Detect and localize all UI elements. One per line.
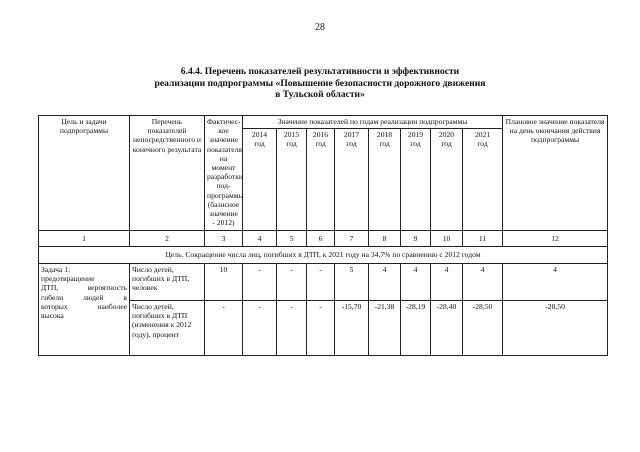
column-number: 6 bbox=[307, 231, 335, 247]
year-value: - bbox=[277, 301, 307, 356]
title-line: в Тульской области» bbox=[275, 89, 365, 100]
year-value: - bbox=[307, 301, 335, 356]
header-actual-value: Фактичес-кое значение показателя на момент разработки под-программы (базисное значение - 2012) bbox=[205, 116, 243, 231]
year-header: 2016 год bbox=[307, 129, 335, 231]
year-value: -28,50 bbox=[463, 301, 503, 356]
indicator-name: Число детей, погибших в ДТП (изменения к 2012 году), процент bbox=[130, 301, 205, 356]
year-value: -15,70 bbox=[335, 301, 369, 356]
indicators-table bbox=[38, 115, 608, 356]
year-value: 5 bbox=[335, 264, 369, 301]
year-value: - bbox=[277, 264, 307, 301]
table-row bbox=[39, 264, 608, 301]
year-header: 2017 год bbox=[335, 129, 369, 231]
year-header: 2015 год bbox=[277, 129, 307, 231]
year-value: - bbox=[307, 264, 335, 301]
header-yearly-values: Значение показателей по годам реализации подпрограммы bbox=[243, 116, 503, 129]
column-number: 5 bbox=[277, 231, 307, 247]
year-value: -28,40 bbox=[431, 301, 463, 356]
year-value: -28,19 bbox=[401, 301, 431, 356]
base-value: - bbox=[205, 301, 243, 356]
year-header: 2018 год bbox=[369, 129, 401, 231]
year-value: - bbox=[243, 301, 277, 356]
year-header: 2020 год bbox=[431, 129, 463, 231]
goal-text: Цель. Сокращение числа лиц, погибших в ДТП, к 2021 году на 34,7% по сравнению с 2012 годом bbox=[39, 247, 608, 264]
column-numbers-row bbox=[39, 231, 608, 247]
column-number: 12 bbox=[503, 231, 608, 247]
section-title bbox=[60, 66, 580, 101]
column-number: 2 bbox=[130, 231, 205, 247]
year-value: 4 bbox=[369, 264, 401, 301]
year-value: 4 bbox=[401, 264, 431, 301]
column-number: 1 bbox=[39, 231, 130, 247]
year-value: 4 bbox=[463, 264, 503, 301]
planned-value: -28,50 bbox=[503, 301, 608, 356]
goal-row bbox=[39, 247, 608, 264]
indicator-name: Число детей, погибших в ДТП, человек bbox=[130, 264, 205, 301]
title-line: 6.4.4. Перечень показателей результативности и эффективности bbox=[180, 66, 460, 77]
column-number: 9 bbox=[401, 231, 431, 247]
year-value: -21,38 bbox=[369, 301, 401, 356]
column-number: 3 bbox=[205, 231, 243, 247]
title-line: реализации подпрограммы «Повышение безопасности дорожного движения bbox=[154, 77, 486, 89]
year-value: 4 bbox=[431, 264, 463, 301]
task-description: Задача 1: предотвращение ДТП, вероятность гибели людей в которых наиболее высока bbox=[39, 264, 130, 356]
page-number: 28 bbox=[315, 22, 325, 33]
year-value: - bbox=[243, 264, 277, 301]
planned-value: 4 bbox=[503, 264, 608, 301]
year-header: 2019 год bbox=[401, 129, 431, 231]
year-header: 2021 год bbox=[463, 129, 503, 231]
column-number: 7 bbox=[335, 231, 369, 247]
column-number: 8 bbox=[369, 231, 401, 247]
header-planned-value: Плановое значение показателя на день окончания действия подпрограммы bbox=[503, 116, 608, 231]
column-number: 4 bbox=[243, 231, 277, 247]
header-indicator-list: Перечень показателей непосредственного и конечного результата bbox=[130, 116, 205, 231]
header-row bbox=[39, 116, 608, 129]
header-goal-tasks: Цель и задачи подпрограммы bbox=[39, 116, 130, 231]
year-header: 2014 год bbox=[243, 129, 277, 231]
base-value: 10 bbox=[205, 264, 243, 301]
column-number: 10 bbox=[431, 231, 463, 247]
column-number: 11 bbox=[463, 231, 503, 247]
